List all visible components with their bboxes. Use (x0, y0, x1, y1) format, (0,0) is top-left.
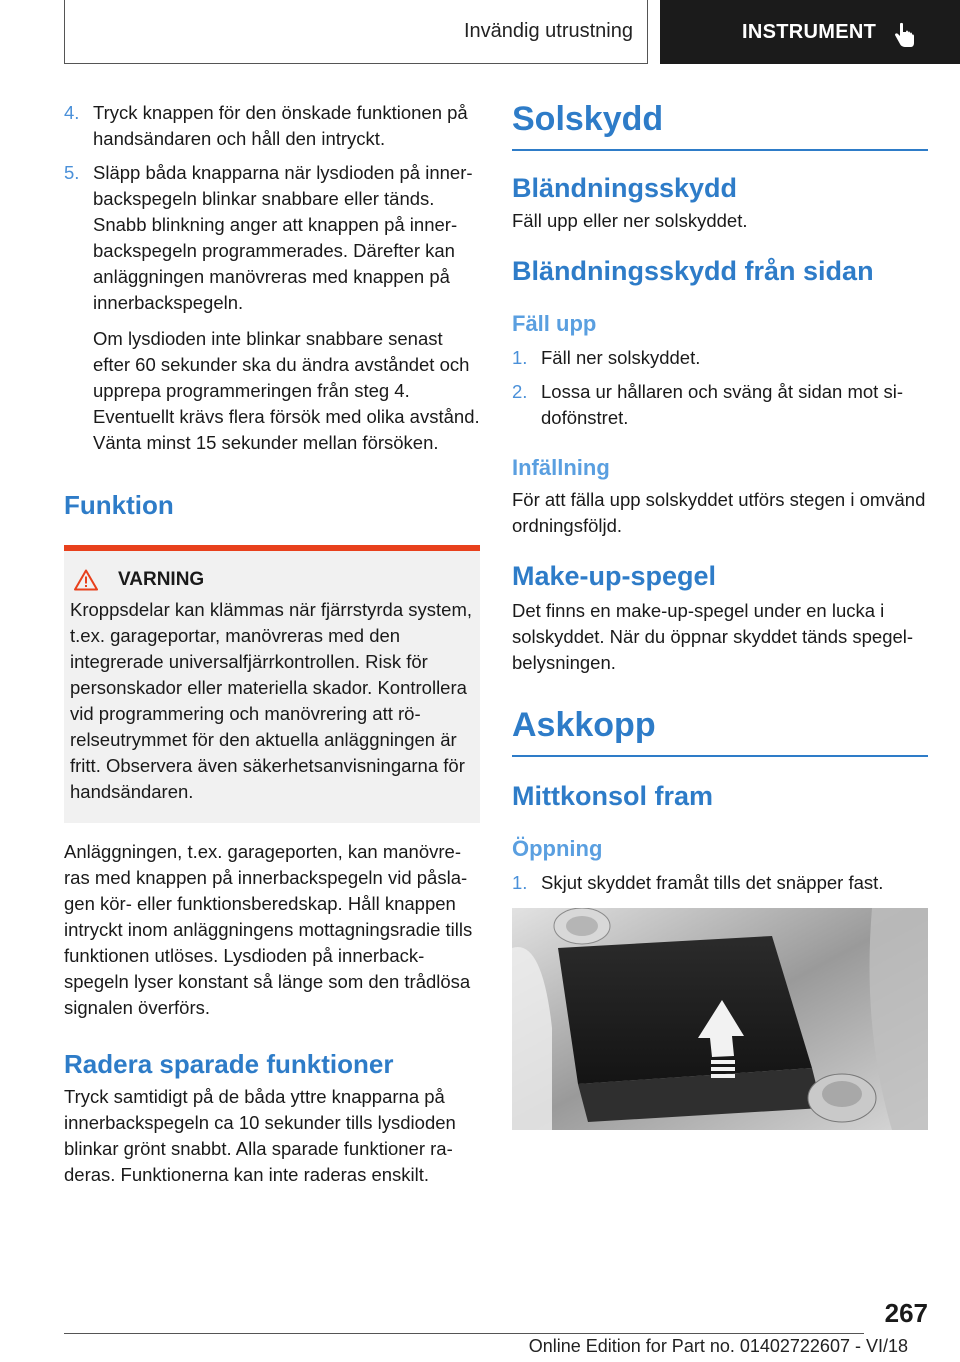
page-number: 267 (884, 1298, 928, 1328)
right-column (512, 100, 928, 1130)
title-solskydd: Solskydd (512, 100, 928, 151)
footer-rule (64, 1333, 864, 1334)
list-item (512, 379, 928, 431)
ashtray-cover-photo (512, 908, 928, 1130)
heading-fall-upp: Fäll upp (512, 311, 597, 336)
chapter-tab (660, 0, 960, 64)
step-note: Om lysdioden inte blinkar snabbare senast efter 60 sekunder ska du ändra avståndet och upprepa programmeringen från steg 4. Eventuellt krävs flera försök med olika avstånd. Vänta minst 15 sekunder mellan försöken. (93, 328, 480, 453)
step-text: Släpp båda knapparna när lysdioden på innerbackspegeln blinkar snabbare eller tänds. Snabb blinkning anger att knappen på innerbackspegeln programmerades. Därefter kan anläggningen manövreras med knappen på innerbackspegeln. (93, 162, 473, 313)
infallning-paragraph: För att fälla upp solskyddet utförs stegen i omvänd ordningsföljd. (512, 489, 926, 536)
warning-box (64, 545, 480, 823)
blandningsskydd-paragraph: Fäll upp eller ner solskyddet. (512, 210, 748, 231)
section-tab (64, 0, 648, 64)
radera-paragraph: Tryck samtidigt på de båda yttre knapparna på innerbackspegeln ca 10 sekunder tills lysdioden blinkar grönt snabbt. Alla sparade funktioner raderas. Funktionerna kan inte raderas enskilt. (64, 1086, 456, 1185)
heading-infallning: Infällning (512, 455, 610, 480)
list-item (512, 870, 928, 896)
step-number: 1. (512, 872, 528, 893)
warning-triangle-icon (74, 569, 98, 591)
step-text: Lossa ur hållaren och sväng åt sidan mot sidofönstret. (541, 381, 903, 428)
step-number: 2. (512, 381, 528, 402)
step-text: Fäll ner solskyddet. (541, 347, 701, 368)
heading-funktion: Funktion (64, 490, 174, 520)
section-title: Invändig utrustning (463, 20, 633, 42)
heading-blandningsskydd: Bländningsskydd (512, 173, 738, 203)
chapter-title: INSTRUMENT (742, 20, 877, 43)
warning-title: VARNING (118, 569, 205, 590)
pointing-hand-icon (892, 22, 916, 50)
heading-oppning: Öppning (512, 836, 603, 861)
heading-sidan: Bländningsskydd från sidan (512, 256, 874, 286)
list-item (64, 100, 480, 152)
footer-edition: Online Edition for Part no. 01402722607 - VI/18 (528, 1336, 908, 1356)
heading-mittkonsol: Mittkonsol fram (512, 781, 714, 811)
list-item (64, 160, 480, 456)
page-header (0, 0, 960, 66)
heading-radera: Radera sparade funktioner (64, 1049, 394, 1079)
step-text: Skjut skyddet framåt tills det snäpper fast. (541, 872, 884, 893)
step-number: 1. (512, 347, 528, 368)
left-column (64, 100, 480, 1188)
funktion-paragraph: Anläggningen, t.ex. garageporten, kan manövreras med knappen på innerbackspegeln vid påslagen kör- eller funktionsberedskap. Håll knappen intryckt inom anläggningens mottagningsradie tills funktionen utlöses. Lysdioden på innerbackspegeln lyser konstant så länge som den trådlösa signalen överförs. (64, 841, 473, 1018)
step-text: Tryck knappen för den önskade funktionen på handsändaren och håll den intryckt. (93, 102, 468, 149)
title-askkopp: Askkopp (512, 706, 928, 757)
step-number: 5. (64, 162, 80, 183)
warning-text: Kroppsdelar kan klämmas när fjärrstyrda system, t.ex. garageportar, manövreras med den integrerade universalfjärrkontrollen. Risk för personskador eller materiella skador. Kontrollera vid programmering och manövrering att rörelseutrymmet för den aktuella anläggningen är fritt. Observera även säkerhetsanvisningarna för handsändaren. (70, 599, 472, 802)
warning-title-row (70, 569, 472, 591)
makeup-paragraph: Det finns en make-up-spegel under en lucka i solskyddet. När du öppnar skyddet tänds spegelbelysningen. (512, 600, 914, 673)
heading-makeup: Make-up-spegel (512, 561, 717, 591)
step-number: 4. (64, 102, 80, 123)
console-illustration (512, 908, 928, 1130)
list-item (512, 345, 928, 371)
